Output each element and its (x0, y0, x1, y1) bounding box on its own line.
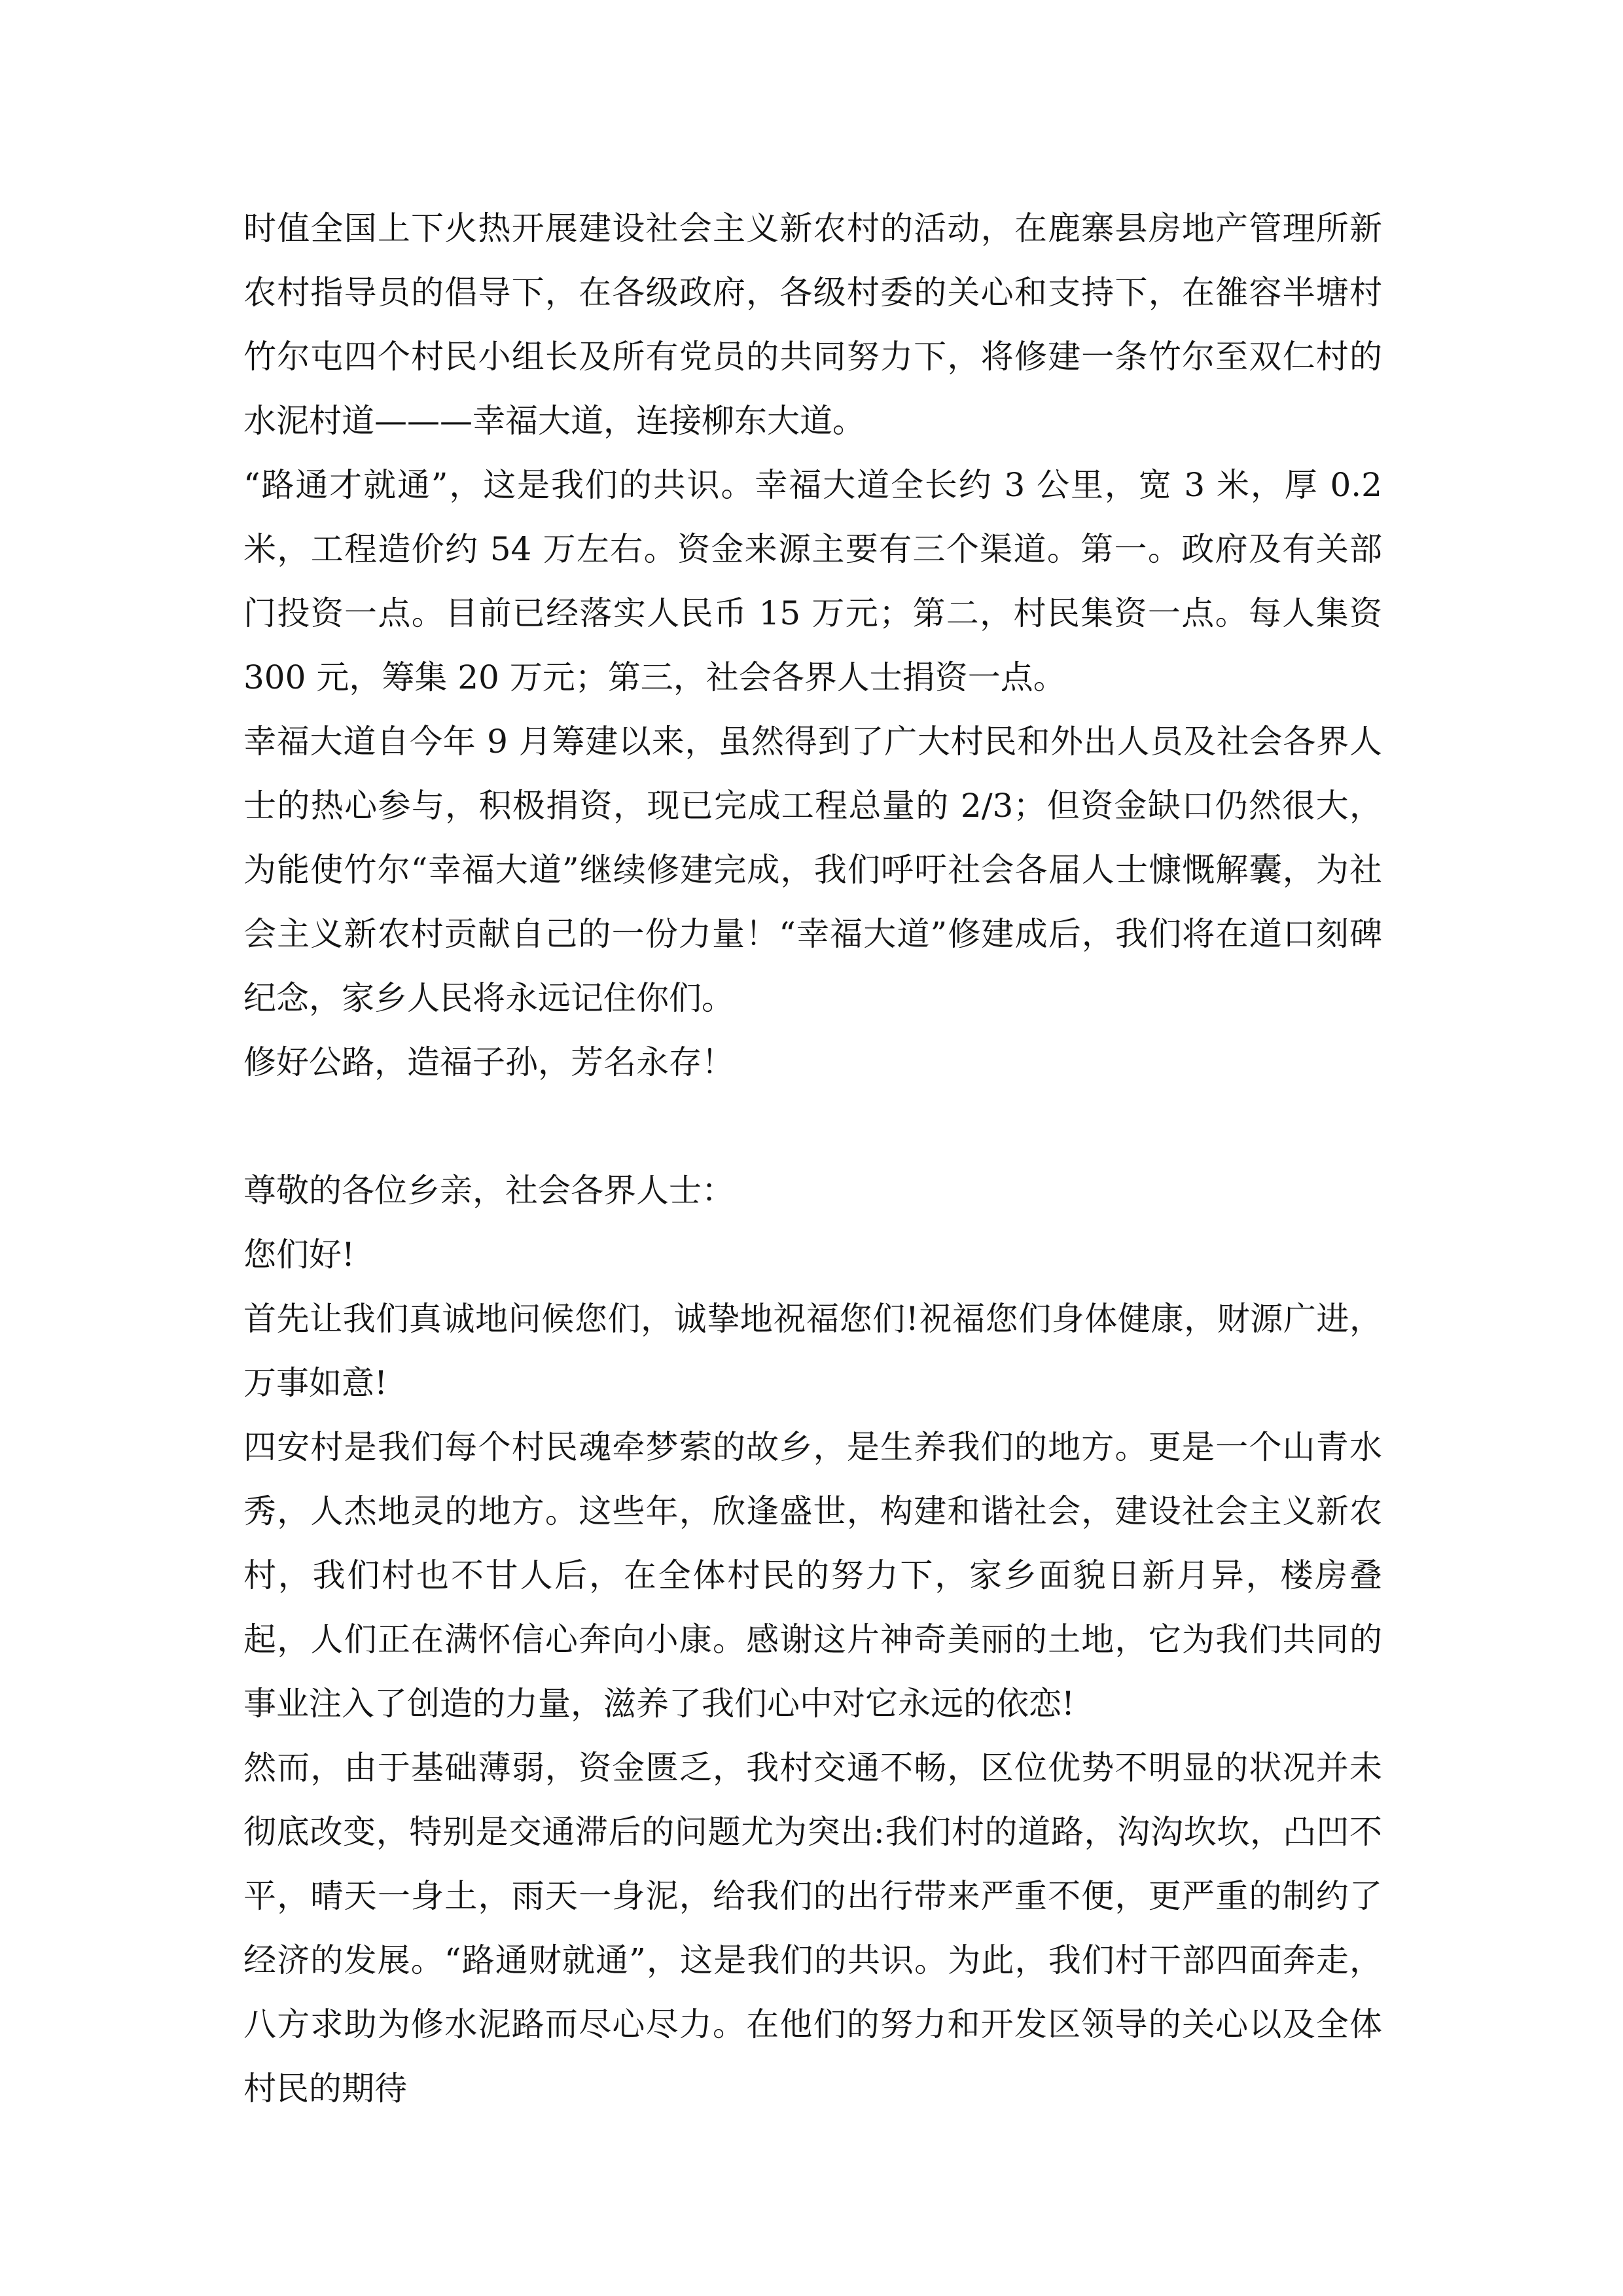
paragraph: “路通才就通”，这是我们的共识。幸福大道全长约 3 公里，宽 3 米，厚 0.2 米，工程造价约 54 万左右。资金来源主要有三个渠道。第一。政府及有关部门投资一点。目前已经落实人民币 15 万元；第二，村民集资一点。每人集资 300 元，筹集 20 万元；第三，社会各界人士捐资一点。 (243, 466, 1382, 696)
document-body (243, 196, 1382, 2121)
paragraph: 时值全国上下火热开展建设社会主义新农村的活动，在鹿寨县房地产管理所新农村指导员的倡导下，在各级政府，各级村委的关心和支持下，在雒容半塘村竹尔屯四个村民小组长及所有党员的共同努力下，将修建一条竹尔至双仁村的水泥村道———幸福大道，连接柳东大道。 (243, 209, 1382, 440)
paragraph: 然而，由于基础薄弱，资金匮乏，我村交通不畅，区位优势不明显的状况并未彻底改变，特别是交通滞后的问题尤为突出:我们村的道路，沟沟坎坎，凸凹不平，晴天一身土，雨天一身泥，给我们的出行带来严重不便，更严重的制约了经济的发展。“路通财就通”，这是我们的共识。为此，我们村干部四面奔走，八方求助为修水泥路而尽心尽力。在他们的努力和开发区领导的关心以及全体村民的期待 (243, 1749, 1382, 2108)
paragraph: 幸福大道自今年 9 月筹建以来，虽然得到了广大村民和外出人员及社会各界人士的热心参与，积极捐资，现已完成工程总量的 2/3；但资金缺口仍然很大，为能使竹尔“幸福大道”继续修建完成，我们呼吁社会各届人士慷慨解囊，为社会主义新农村贡献自己的一份力量！“幸福大道”修建成后，我们将在道口刻碑纪念，家乡人民将永远记住你们。 (243, 723, 1382, 1017)
section-spacer (243, 1094, 1382, 1158)
paragraph: 首先让我们真诚地问候您们，诚挚地祝福您们!祝福您们身体健康，财源广进，万事如意! (243, 1300, 1382, 1402)
salutation: 尊敬的各位乡亲，社会各界人士： (243, 1172, 734, 1210)
greeting: 您们好! (243, 1236, 355, 1274)
paragraph: 修好公路，造福子孙，芳名永存！ (243, 1043, 734, 1081)
paragraph: 四安村是我们每个村民魂牵梦萦的故乡，是生养我们的地方。更是一个山青水秀，人杰地灵的地方。这些年，欣逢盛世，构建和谐社会，建设社会主义新农村，我们村也不甘人后，在全体村民的努力下，家乡面貌日新月异，楼房叠起，人们正在满怀信心奔向小康。感谢这片神奇美丽的土地，它为我们共同的事业注入了创造的力量，滋养了我们心中对它永远的依恋! (243, 1428, 1382, 1723)
